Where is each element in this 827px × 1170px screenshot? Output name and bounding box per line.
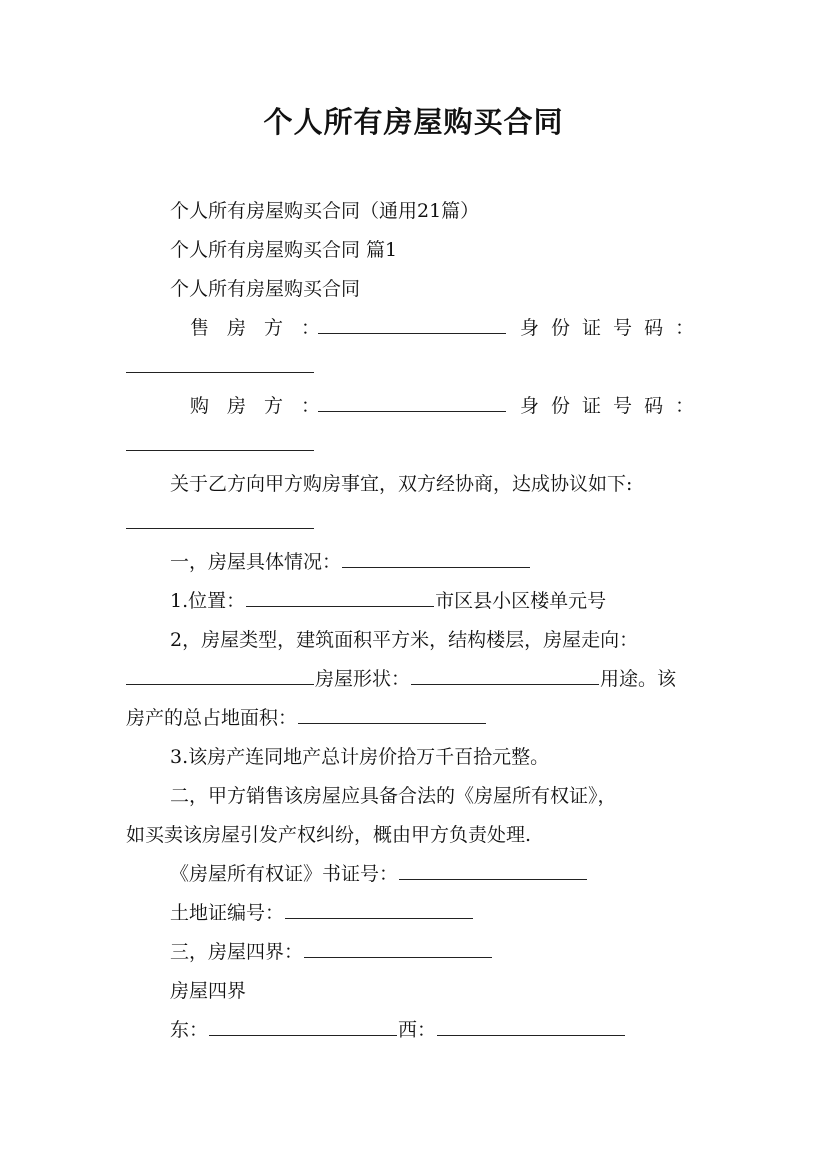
buyer-name-blank[interactable] [318, 393, 506, 412]
collection-title: 个人所有房屋购买合同（通用21篇） [170, 200, 480, 222]
section1-blank[interactable] [342, 549, 530, 568]
chapter-title: 个人所有房屋购买合同 篇1 [170, 239, 398, 261]
section1-item1-line [170, 588, 606, 614]
seller-id-blank[interactable] [126, 354, 314, 373]
section1-item3: 3.该房产连同地产总计房价拾万千百拾元整。 [170, 746, 550, 768]
contract-heading: 个人所有房屋购买合同 [170, 278, 361, 300]
intro-blank[interactable] [126, 510, 314, 529]
section3-line [170, 939, 493, 965]
east-label: 东： [170, 1019, 209, 1041]
item2-area: 房产的总占地面积： [126, 707, 298, 729]
west-label: 西： [398, 1019, 437, 1041]
section1-heading-line [170, 549, 531, 575]
item1-prefix: 1.位置： [170, 590, 246, 612]
area-blank[interactable] [298, 705, 486, 724]
section3-sub: 房屋四界 [170, 980, 247, 1002]
section3-heading: 三，房屋四界： [170, 941, 304, 963]
buyer-id-blank-wrap [126, 432, 315, 458]
section2-line2: 如买卖该房屋引发产权纠纷，概由甲方负责处理. [126, 824, 532, 846]
seller-label: 售 房 方 ： [190, 317, 321, 339]
item1-suffix: 市区县小区楼单元号 [435, 590, 607, 612]
section1-area-line [126, 705, 487, 731]
intro-blank-wrap [126, 510, 315, 536]
item2-shape: 房屋形状： [315, 668, 411, 690]
land-label: 土地证编号： [170, 902, 285, 924]
boundary-line [170, 1017, 626, 1043]
shape-blank[interactable] [411, 666, 599, 685]
section2-line1: 二，甲方销售该房屋应具备合法的《房屋所有权证》， [170, 785, 617, 807]
buyer-id-blank[interactable] [126, 432, 314, 451]
seller-name-blank[interactable] [318, 315, 506, 334]
cert-blank[interactable] [399, 861, 587, 880]
land-line [170, 900, 474, 926]
buyer-id-label: 身 份 证 号 码 ： [520, 395, 695, 417]
seller-id-label: 身 份 证 号 码 ： [520, 317, 695, 339]
section1-heading: 一，房屋具体情况： [170, 551, 342, 573]
seller-line [190, 315, 321, 341]
seller-name-blank-wrap [318, 315, 507, 341]
cert-line [170, 861, 588, 887]
intro-text: 关于乙方向甲方购房事宜，双方经协商，达成协议如下: [170, 473, 633, 495]
west-blank[interactable] [437, 1017, 625, 1036]
section1-item2-cont [126, 666, 676, 692]
east-blank[interactable] [209, 1017, 397, 1036]
section3-blank[interactable] [304, 939, 492, 958]
orientation-blank[interactable] [126, 666, 314, 685]
seller-id-blank-wrap [126, 354, 315, 380]
land-blank[interactable] [285, 900, 473, 919]
document-title: 个人所有房屋购买合同 [263, 105, 564, 139]
cert-label: 《房屋所有权证》书证号： [170, 863, 399, 885]
buyer-name-blank-wrap [318, 393, 507, 419]
location-blank[interactable] [246, 588, 434, 607]
item2-usage: 用途。该 [600, 668, 677, 690]
section1-item2-line: 2，房屋类型，建筑面积平方米，结构楼层，房屋走向： [170, 629, 639, 651]
buyer-line: 购 房 方 ： [190, 395, 321, 417]
